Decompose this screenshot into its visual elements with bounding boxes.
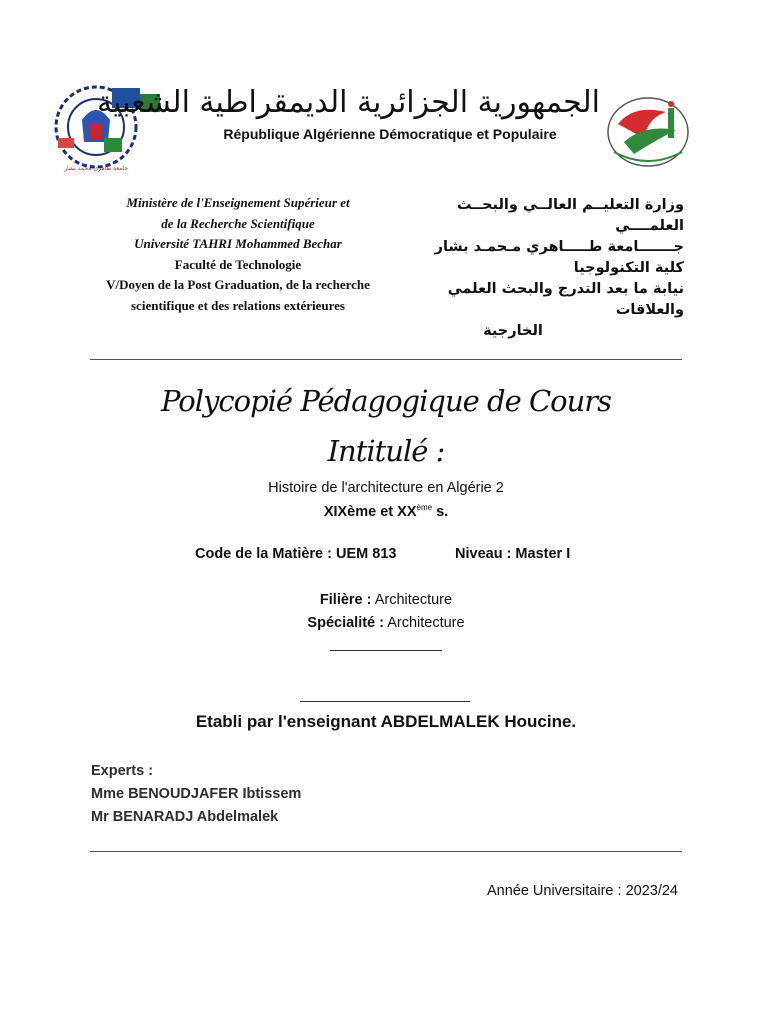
document-title: Polycopié Pédagogique de Cours (160, 384, 612, 418)
author-line: Etabli par l'enseignant ABDELMALEK Houcine. (195, 712, 577, 731)
blank-line-1 (330, 650, 442, 651)
republic-title-arabic: الجمهورية الجزائرية الديمقراطية الشعبية (97, 85, 600, 120)
specialite-label: Spécialité : (307, 615, 384, 631)
bottom-divider (90, 851, 682, 852)
experts-block (91, 760, 301, 829)
expert-name: Mme BENOUDJAFER Ibtissem (91, 786, 302, 802)
university-name: Université TAHRI Mohammed Bechar (134, 236, 342, 251)
document-subtitle: Intitulé : (327, 434, 445, 468)
course-code: Code de la Matière : UEM 813 (195, 546, 397, 562)
ministry-line-1: Ministère de l'Enseignement Supérieur et (126, 195, 350, 210)
ministry-line-2: de la Recherche Scientifique (161, 215, 315, 231)
academic-year: Année Universitaire : 2023/24 (486, 883, 678, 899)
university-arabic: جـــــــامعة طـــــاهري مـحمـد بشار (434, 239, 684, 255)
vice-dean-arabic-2: الخارجية (483, 323, 543, 339)
filiere-line (90, 592, 682, 608)
ministry-arabic: وزارة التعليــم العالــي والبحــث العلمــــي (456, 197, 684, 234)
top-divider (90, 359, 682, 360)
course-level: Niveau : Master I (455, 546, 571, 562)
republic-title-french: République Algérienne Démocratique et Populaire (223, 126, 557, 142)
faculty-logo (604, 94, 692, 170)
vice-dean-line-1: V/Doyen de la Post Graduation, de la recherche (106, 277, 370, 292)
course-period-main: XIXème et XX (323, 503, 417, 520)
vice-dean-arabic-1: نيابة ما بعد التدرج والبحث العلمي والعلاقات (447, 281, 684, 318)
blank-line-2 (300, 701, 470, 702)
vice-dean-line-2: scientifique et des relations extérieures (131, 297, 345, 313)
university-seal-logo-text: جامعة طاهري محمد بشار (64, 165, 128, 172)
faculty-name: Faculté de Technologie (174, 256, 302, 272)
institution-french (88, 193, 388, 316)
course-period (90, 503, 682, 520)
specialite-value: Architecture (383, 615, 465, 631)
filiere-value: Architecture (371, 592, 453, 608)
expert-name: Mr BENARADJ Abdelmalek (91, 809, 279, 825)
institution-arabic (412, 195, 684, 342)
course-name: Histoire de l'architecture en Algérie 2 (268, 480, 504, 496)
faculty-arabic: كلية التكنولوجيا (573, 260, 684, 276)
course-period-end: s. (432, 503, 449, 520)
specialite-line (90, 615, 682, 631)
experts-label: Experts : (91, 763, 154, 779)
filiere-label: Filière : (319, 592, 372, 608)
course-period-superscript: ème (416, 503, 433, 512)
